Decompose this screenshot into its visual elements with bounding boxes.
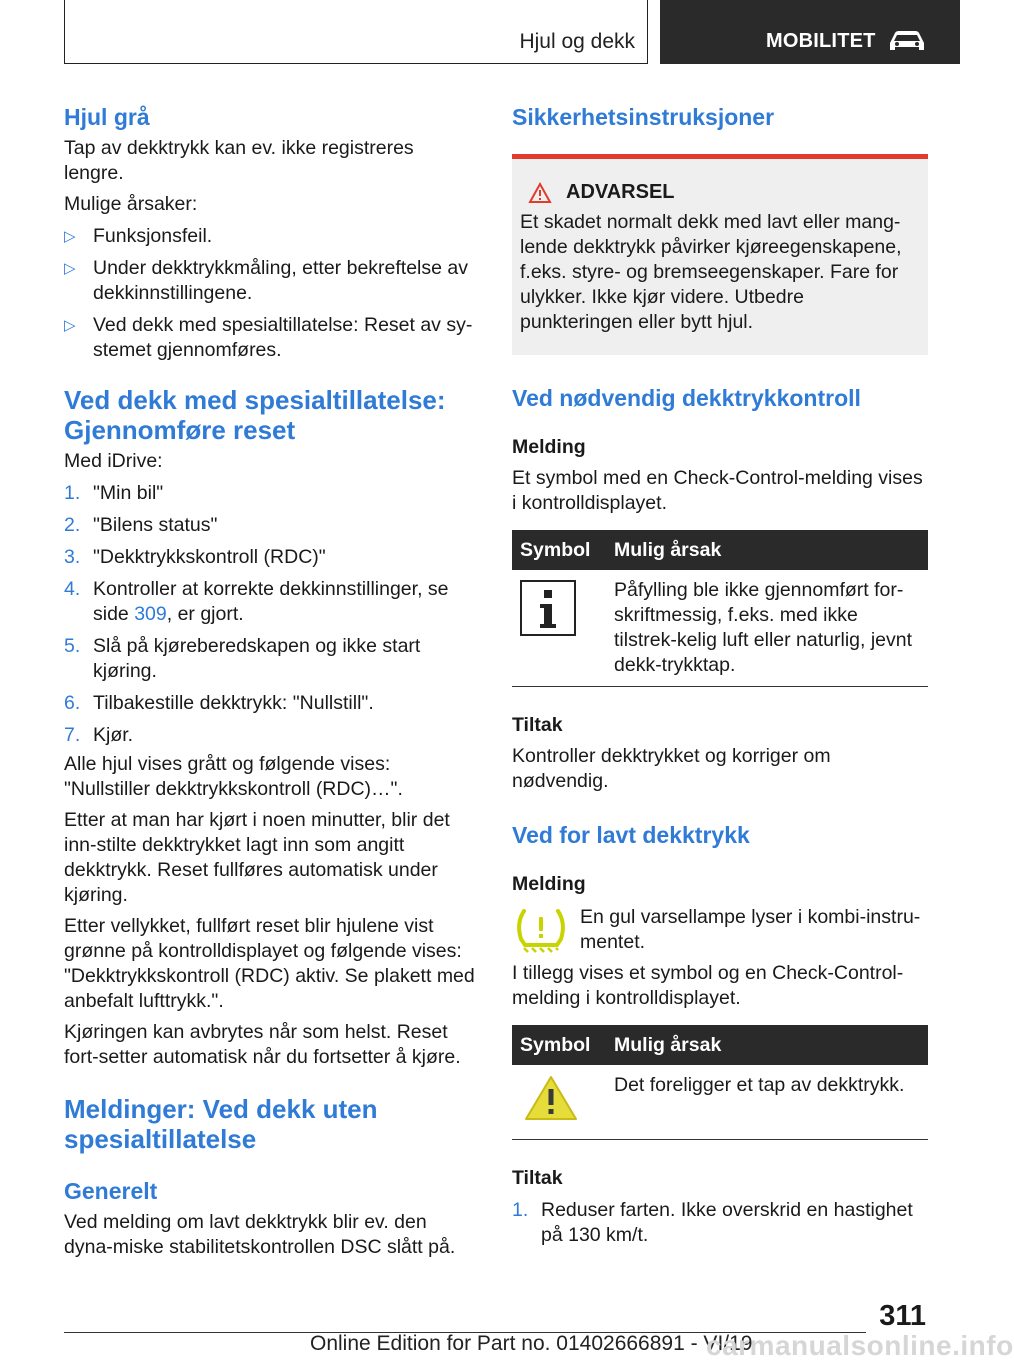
tire-pressure-warning-icon xyxy=(512,905,570,955)
list-item: 3. "Dekktrykkskontroll (RDC)" xyxy=(64,546,326,568)
warning-header xyxy=(528,181,920,204)
list-item: ▷ Funksjonsfeil. xyxy=(64,225,213,247)
list-item: 4. Kontroller at korrekte dekkinnstillinger, se side 309, er gjort. xyxy=(64,578,449,625)
section-title: Hjul og dekk xyxy=(519,30,635,53)
subheading-tiltak: Tiltak xyxy=(512,714,563,736)
list-item: 5. Slå på kjøreberedskapen og ikke start kjøring. xyxy=(64,635,421,682)
bullet-icon: ▷ xyxy=(64,228,76,245)
list-item: 2. "Bilens status" xyxy=(64,514,218,536)
heading-lavt-dekktrykk: Ved for lavt dekktrykk xyxy=(512,822,750,848)
chapter-title: MOBILITET xyxy=(766,30,876,52)
right-column xyxy=(512,102,928,1248)
paragraph: Kjøringen kan avbrytes når som helst. Reset fort‐setter automatisk når du fortsetter å kjøre. xyxy=(64,1021,461,1068)
column-header: Symbol xyxy=(512,1025,606,1065)
symbol-table xyxy=(512,1025,928,1140)
bullet-icon: ▷ xyxy=(64,260,76,277)
paragraph: Med iDrive: xyxy=(64,450,163,472)
warning-text: Et skadet normalt dekk med lavt eller mang‐lende dekktrykk påvirker kjøreegenskapene, f.eks. styre- og bremseegenskaper. Fare for ulykker. Ikke kjør videre. Utbedre punkteringen eller bytt hjul. xyxy=(520,211,902,333)
column-header: Symbol xyxy=(512,530,606,570)
subheading-tiltak: Tiltak xyxy=(512,1167,563,1189)
list-item: 1. "Min bil" xyxy=(64,482,164,504)
subheading-melding: Melding xyxy=(512,873,586,895)
causes-list xyxy=(64,224,478,363)
table-row xyxy=(512,1065,928,1140)
heading-generelt: Generelt xyxy=(64,1178,158,1204)
heading-meldinger: Meldinger: Ved dekk uten spesialtillatelse xyxy=(64,1094,378,1154)
paragraph: Et symbol med en Check-Control-melding vises i kontrolldisplayet. xyxy=(512,467,923,514)
steps-list xyxy=(512,1198,928,1248)
heading-reset: Ved dekk med spesialtillatelse: Gjennomføre reset xyxy=(64,385,446,445)
warning-triangle-icon xyxy=(522,1073,580,1123)
table-header-row xyxy=(512,530,928,570)
list-item: 7. Kjør. xyxy=(64,724,134,746)
warning-box xyxy=(512,159,928,355)
paragraph: Ved melding om lavt dekktrykk blir ev. den dyna‐miske stabilitetskontrollen DSC slått på. xyxy=(64,1211,456,1258)
list-item: 6. Tilbakestille dekktrykk: "Nullstill". xyxy=(64,692,374,714)
cause-cell: Det foreligger et tap av dekktrykk. xyxy=(606,1065,928,1140)
paragraph: Etter at man har kjørt i noen minutter, blir det inn‐stilte dekktrykket lagt inn som angitt dekktrykk. Reset fullføres automatisk under kjøring. xyxy=(64,809,450,906)
edition-text: Online Edition for Part no. 01402666891 - VI/19 xyxy=(310,1332,753,1355)
heading-sikkerhet: Sikkerhetsinstruksjoner xyxy=(512,104,775,130)
paragraph: En gul varsellampe lyser i kombi-instru‐mentet. xyxy=(580,906,921,953)
page-number: 311 xyxy=(879,1300,926,1332)
header-box xyxy=(64,0,648,64)
column-header: Mulig årsak xyxy=(606,530,928,570)
paragraph: Kontroller dekktrykket og korriger om nødvendig. xyxy=(512,745,831,792)
symbol-table xyxy=(512,530,928,687)
list-item: ▷ Under dekktrykkmåling, etter bekreftelse av dekkinnstillingene. xyxy=(64,257,468,304)
bullet-icon: ▷ xyxy=(64,317,76,334)
list-item: ▷ Ved dekk med spesialtillatelse: Reset av sy‐stemet gjennomføres. xyxy=(64,314,473,361)
table-row xyxy=(512,570,928,687)
paragraph: Tap av dekktrykk kan ev. ikke registreres lengre. xyxy=(64,137,414,184)
page-link[interactable]: 309 xyxy=(134,603,167,625)
column-header: Mulig årsak xyxy=(606,1025,928,1065)
paragraph: Alle hjul vises grått og følgende vises: "Nullstiller dekktrykkskontroll (RDC)…". xyxy=(64,753,403,800)
warning-label: ADVARSEL xyxy=(566,181,675,203)
chapter-tab xyxy=(660,0,960,64)
cause-cell: Påfylling ble ikke gjennomført for‐skriftmessig, f.eks. med ikke tilstrek‐kelig luft eller naturlig, jevnt dekk‐trykktap. xyxy=(606,570,928,687)
table-header-row xyxy=(512,1025,928,1065)
lamp-message xyxy=(512,905,928,955)
steps-list xyxy=(64,481,478,748)
heading-hjul-gra: Hjul grå xyxy=(64,104,150,130)
car-icon xyxy=(886,28,928,54)
paragraph: Mulige årsaker: xyxy=(64,193,198,215)
watermark: carmanualsonline.info xyxy=(706,1330,1014,1361)
paragraph: Etter vellykket, fullført reset blir hjulene vist grønne på kontrolldisplayet og følgende vises: "Dekktrykkskontroll (RDC) aktiv. Se plakett med anbefalt lufttrykk.". xyxy=(64,915,475,1012)
heading-nodvendig: Ved nødvendig dekktrykkontroll xyxy=(512,385,861,411)
symbol-cell xyxy=(512,570,606,687)
list-item: 1. Reduser farten. Ikke overskrid en hastighet på 130 km/t. xyxy=(512,1199,913,1246)
symbol-cell xyxy=(512,1065,606,1140)
subheading-melding: Melding xyxy=(512,436,586,458)
paragraph: I tillegg vises et symbol og en Check-Control-melding i kontrolldisplayet. xyxy=(512,962,904,1009)
left-column xyxy=(64,102,478,1260)
info-icon xyxy=(520,580,576,636)
warning-icon xyxy=(528,182,552,204)
